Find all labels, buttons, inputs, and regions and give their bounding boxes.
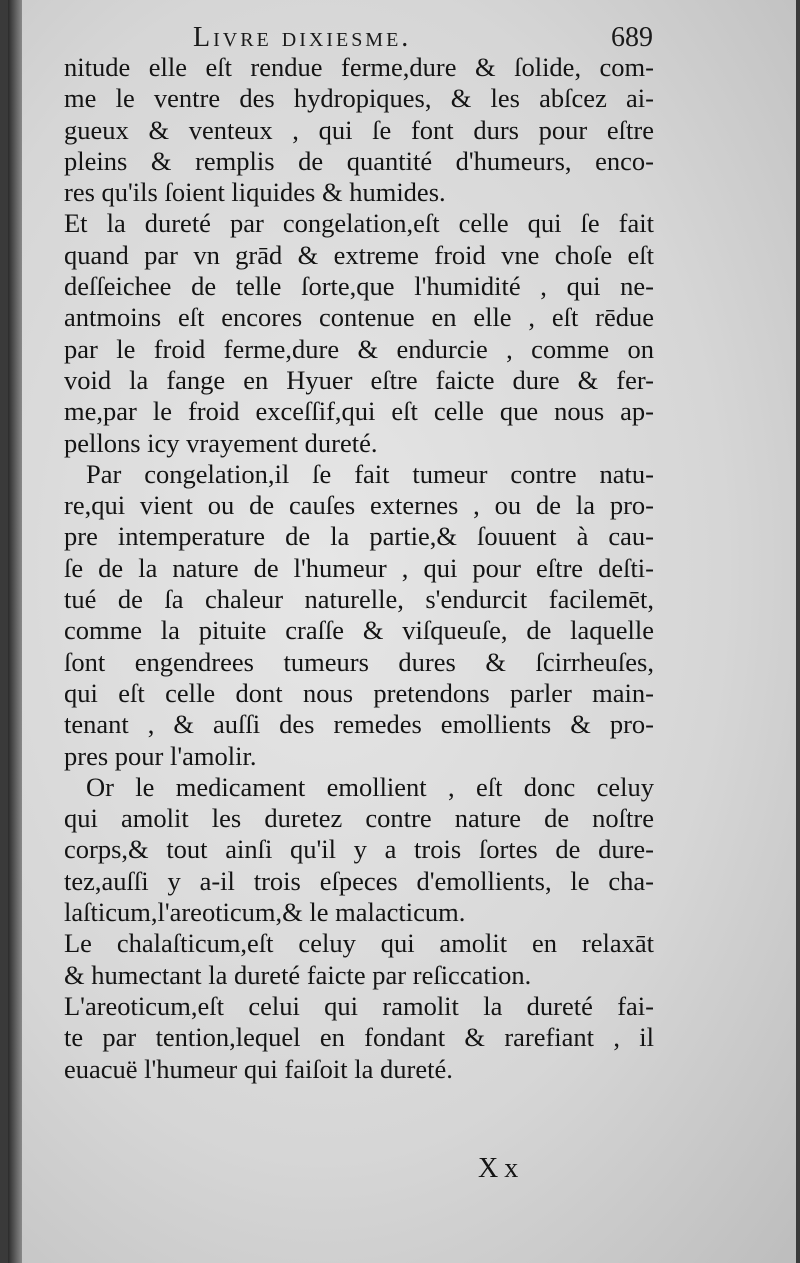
text-line: L'areoticum,eſt celui qui ramolit la dureté fai- xyxy=(64,990,654,1021)
text-line: tenant , & auſſi des remedes emollients & pro- xyxy=(64,709,654,740)
text-line: me le ventre des hydropiques, & les abſcez ai- xyxy=(64,83,654,114)
page-header xyxy=(193,22,653,56)
text-line: pleins & remplis de quantité d'humeurs, enco- xyxy=(64,145,654,176)
signature-mark: Xx xyxy=(478,1153,525,1184)
text-line: tez,auſſi y a-il trois eſpeces d'emollients, le cha- xyxy=(64,865,654,896)
text-line: Et la dureté par congelation,eſt celle qui ſe fait xyxy=(64,208,654,239)
text-line: re,qui vient ou de cauſes externes , ou de la pro- xyxy=(64,490,654,521)
text-line: Par congelation,il ſe fait tumeur contre natu- xyxy=(86,458,654,489)
text-line: Le chalaſticum,eſt celuy qui amolit en relaxāt xyxy=(64,928,654,959)
text-line: laſticum,l'areoticum,& le malacticum. xyxy=(64,897,466,928)
text-line: qui amolit les duretez contre nature de noſtre xyxy=(64,803,654,834)
text-line: deſſeichee de telle ſorte,que l'humidité , qui ne- xyxy=(64,271,654,302)
text-line: comme la pituite craſſe & viſqueuſe, de laquelle xyxy=(64,615,654,646)
text-line: Or le medicament emollient , eſt donc celuy xyxy=(86,771,654,802)
text-line: te par tention,lequel en fondant & rarefiant , il xyxy=(64,1022,654,1053)
text-line: nitude elle eſt rendue ferme,dure & ſolide, com- xyxy=(64,52,654,82)
page-gutter-shadow xyxy=(8,0,22,1263)
text-line: euacuë l'humeur qui faiſoit la dureté. xyxy=(64,1053,453,1084)
text-line: corps,& tout ainſi qu'il y a trois ſortes de dure- xyxy=(64,834,654,865)
text-line: gueux & venteux , qui ſe font durs pour eſtre xyxy=(64,114,654,145)
text-line: ſont engendrees tumeurs dures & ſcirrheuſes, xyxy=(64,646,654,677)
text-line: quand par vn grād & extreme froid vne choſe eſt xyxy=(64,239,654,270)
text-line: tué de ſa chaleur naturelle, s'endurcit facilemēt, xyxy=(64,584,654,615)
text-line: pre intemperature de la partie,& ſouuent à cau- xyxy=(64,521,654,552)
text-line: par le froid ferme,dure & endurcie , comme on xyxy=(64,333,654,364)
book-page xyxy=(8,0,796,1263)
running-head: Livre dixiesme. xyxy=(193,22,412,53)
text-line: & humectant la dureté faicte par reſiccation. xyxy=(64,959,532,990)
text-line: ſe de la nature de l'humeur , qui pour eſtre deſti- xyxy=(64,552,654,583)
text-line: antmoins eſt encores contenue en elle , eſt rēdue xyxy=(64,302,654,333)
text-line: me,par le froid exceſſif,qui eſt celle que nous ap- xyxy=(64,396,654,427)
page-number: 689 xyxy=(611,22,653,53)
text-line: res qu'ils ſoient liquides & humides. xyxy=(64,177,446,208)
text-line: void la fange en Hyuer eſtre faicte dure & fer- xyxy=(64,364,654,395)
text-line: pellons icy vrayement dureté. xyxy=(64,427,378,458)
text-line: pres pour l'amolir. xyxy=(64,740,257,771)
text-line: qui eſt celle dont nous pretendons parler main- xyxy=(64,677,654,708)
body-text xyxy=(64,52,654,1085)
